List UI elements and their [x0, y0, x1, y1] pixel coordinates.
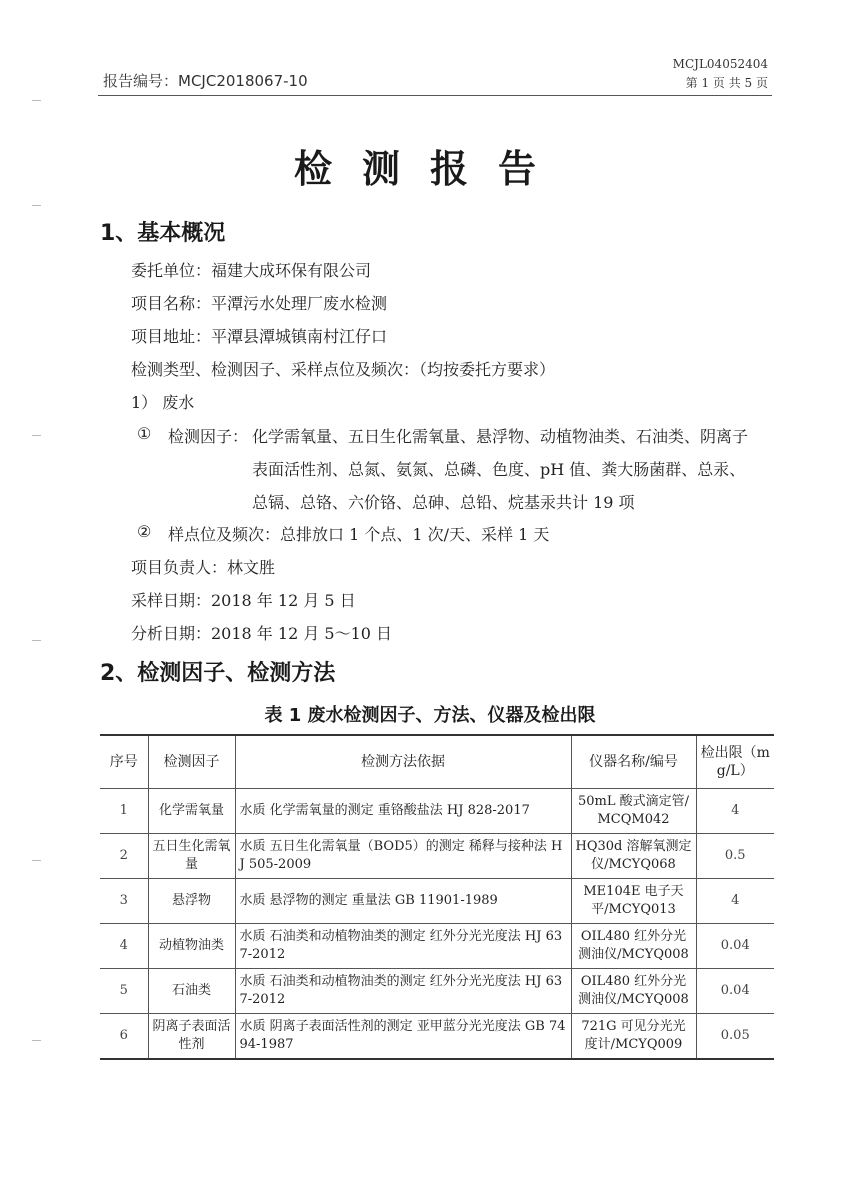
table-row [100, 969, 774, 1014]
page-info: 第 1 页 共 5 页 [685, 76, 768, 90]
row-limit: 4 [696, 789, 774, 834]
report-number: 报告编号：MCJC2018067-10 [103, 72, 308, 90]
row-factor: 化学需氧量 [148, 789, 235, 834]
margin-punch-mark [32, 640, 41, 641]
row-factor: 石油类 [148, 969, 235, 1014]
row-no: 5 [100, 969, 148, 1014]
row-limit: 0.05 [696, 1014, 774, 1060]
row-factor: 五日生化需氧量 [148, 834, 235, 879]
header-divider [98, 95, 772, 96]
row-limit: 0.04 [696, 924, 774, 969]
row-factor: 悬浮物 [148, 879, 235, 924]
margin-punch-mark [32, 205, 41, 206]
sampling-date-line: 采样日期：2018 年 12 月 5 日 [131, 591, 356, 610]
header-no: 序号 [100, 735, 148, 789]
row-method: 水质 阴离子表面活性剂的测定 亚甲蓝分光光度法 GB 7494-1987 [235, 1014, 571, 1060]
table-title: 表 1 废水检测因子、方法、仪器及检出限 [264, 705, 596, 726]
row-instrument: 721G 可见分光光度计/MCYQ009 [571, 1014, 696, 1060]
client-line: 委托单位：福建大成环保有限公司 [131, 261, 372, 280]
wastewater-line: 1） 废水 [131, 393, 195, 412]
row-instrument: HQ30d 溶解氧测定仪/MCYQ068 [571, 834, 696, 879]
row-method: 水质 悬浮物的测定 重量法 GB 11901-1989 [235, 879, 571, 924]
row-method: 水质 化学需氧量的测定 重铬酸盐法 HJ 828-2017 [235, 789, 571, 834]
row-factor: 动植物油类 [148, 924, 235, 969]
margin-punch-mark [32, 860, 41, 861]
header-method: 检测方法依据 [235, 735, 571, 789]
row-instrument: OIL480 红外分光测油仪/MCYQ008 [571, 924, 696, 969]
row-no: 6 [100, 1014, 148, 1060]
item-1-text-line-1: 化学需氧量、五日生化需氧量、悬浮物、动植物油类、石油类、阴离子 [252, 427, 749, 446]
table-row [100, 789, 774, 834]
project-address-line: 项目地址：平潭县潭城镇南村江仔口 [131, 327, 388, 346]
table-row [100, 834, 774, 879]
row-instrument: OIL480 红外分光测油仪/MCYQ008 [571, 969, 696, 1014]
row-instrument: ME104E 电子天平/MCYQ013 [571, 879, 696, 924]
item-2-text: 样点位及频次：总排放口 1 个点、1 次/天、采样 1 天 [168, 525, 550, 544]
header-instrument: 仪器名称/编号 [571, 735, 696, 789]
header-limit: 检出限（mg/L） [696, 735, 774, 789]
margin-punch-mark [32, 435, 41, 436]
document-code: MCJL04052404 [672, 57, 768, 71]
detect-types-line: 检测类型、检测因子、采样点位及频次：（均按委托方要求） [131, 360, 556, 379]
row-no: 1 [100, 789, 148, 834]
margin-punch-mark [32, 1040, 41, 1041]
row-no: 4 [100, 924, 148, 969]
item-1-marker: ① [137, 424, 152, 443]
row-limit: 4 [696, 879, 774, 924]
row-instrument: 50mL 酸式滴定管/MCQM042 [571, 789, 696, 834]
detection-methods-table [100, 734, 774, 1060]
section-1-heading: 1、基本概况 [100, 221, 226, 246]
item-1-text-line-2: 表面活性剂、总氮、氨氮、总磷、色度、pH 值、粪大肠菌群、总汞、 [252, 460, 746, 479]
item-1-text-line-3: 总镉、总铬、六价铬、总砷、总铅、烷基汞共计 19 项 [252, 493, 635, 512]
margin-punch-mark [32, 100, 41, 101]
row-limit: 0.5 [696, 834, 774, 879]
project-name-line: 项目名称：平潭污水处理厂废水检测 [131, 294, 388, 313]
row-method: 水质 石油类和动植物油类的测定 红外分光光度法 HJ 637-2012 [235, 969, 571, 1014]
project-leader-line: 项目负责人：林文胜 [131, 558, 276, 577]
page-title: 检测报告 [293, 147, 566, 191]
item-1-label: 检测因子： [168, 427, 249, 446]
table-row [100, 924, 774, 969]
analysis-date-line: 分析日期：2018 年 12 月 5～10 日 [131, 624, 393, 643]
header-right [673, 55, 768, 93]
row-method: 水质 石油类和动植物油类的测定 红外分光光度法 HJ 637-2012 [235, 924, 571, 969]
table-header-row [100, 735, 774, 789]
table-row [100, 1014, 774, 1060]
row-no: 3 [100, 879, 148, 924]
item-2-marker: ② [137, 522, 152, 541]
row-method: 水质 五日生化需氧量（BOD5）的测定 稀释与接种法 HJ 505-2009 [235, 834, 571, 879]
row-no: 2 [100, 834, 148, 879]
header-factor: 检测因子 [148, 735, 235, 789]
table-row [100, 879, 774, 924]
section-2-heading: 2、检测因子、检测方法 [100, 661, 336, 686]
row-limit: 0.04 [696, 969, 774, 1014]
row-factor: 阴离子表面活性剂 [148, 1014, 235, 1060]
